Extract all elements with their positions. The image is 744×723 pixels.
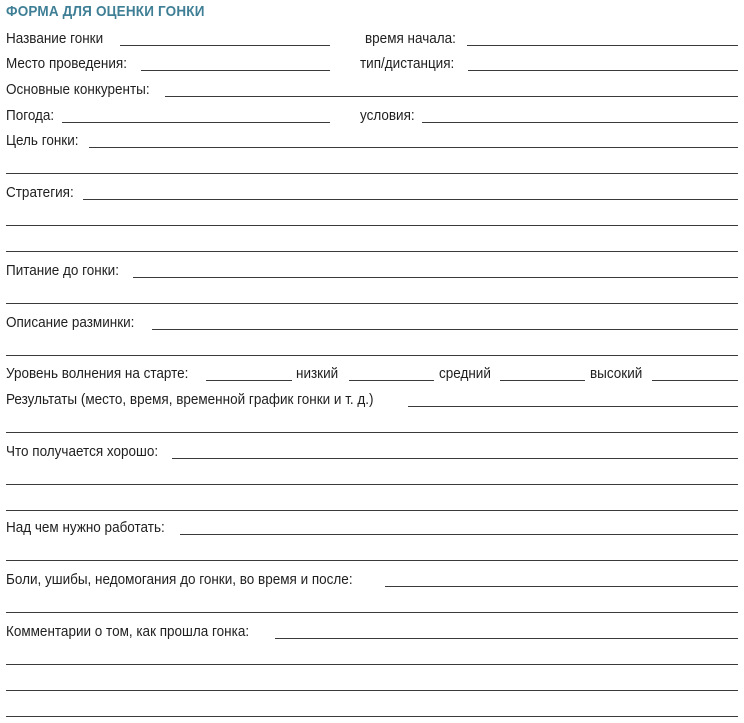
comments-line-2[interactable] <box>6 664 738 665</box>
anxiety-high-label: высокий <box>590 365 643 382</box>
strategy-line-3[interactable] <box>6 251 738 252</box>
conditions-label: условия: <box>360 107 415 124</box>
comments-line-3[interactable] <box>6 690 738 691</box>
conditions-field[interactable] <box>422 122 738 123</box>
type-distance-field[interactable] <box>468 70 738 71</box>
anxiety-medium-label: средний <box>439 365 491 382</box>
anxiety-high-trailing-field[interactable] <box>652 380 738 381</box>
anxiety-high-field[interactable] <box>500 380 585 381</box>
warmup-line-2[interactable] <box>6 355 738 356</box>
what-went-well-label: Что получается хорошо: <box>6 443 159 460</box>
what-went-well-line-2[interactable] <box>6 484 738 485</box>
pre-race-nutrition-label: Питание до гонки: <box>6 262 119 279</box>
strategy-field[interactable] <box>83 199 738 200</box>
venue-field[interactable] <box>141 70 330 71</box>
results-field[interactable] <box>408 406 738 407</box>
competitors-field[interactable] <box>165 96 738 97</box>
start-time-field[interactable] <box>467 45 738 46</box>
form-title: ФОРМА ДЛЯ ОЦЕНКИ ГОНКИ <box>6 3 205 20</box>
pre-race-nutrition-field[interactable] <box>133 277 738 278</box>
pains-line-2[interactable] <box>6 612 738 613</box>
strategy-label: Стратегия: <box>6 184 74 201</box>
what-went-well-field[interactable] <box>172 458 738 459</box>
needs-work-field[interactable] <box>180 534 738 535</box>
race-goal-line-2[interactable] <box>6 173 738 174</box>
race-name-field[interactable] <box>120 45 330 46</box>
race-goal-label: Цель гонки: <box>6 132 79 149</box>
results-label: Результаты (место, время, временной график гонки и т. д.) <box>6 391 374 408</box>
comments-label: Комментарии о том, как прошла гонка: <box>6 623 250 640</box>
type-distance-label: тип/дистанция: <box>360 55 455 72</box>
needs-work-label: Над чем нужно работать: <box>6 519 165 536</box>
anxiety-low-field[interactable] <box>206 380 292 381</box>
pains-label: Боли, ушибы, недомогания до гонки, во время и после: <box>6 571 353 588</box>
weather-field[interactable] <box>62 122 330 123</box>
needs-work-line-2[interactable] <box>6 560 738 561</box>
anxiety-medium-field[interactable] <box>349 380 434 381</box>
pre-race-nutrition-line-2[interactable] <box>6 303 738 304</box>
pains-field[interactable] <box>385 586 738 587</box>
race-name-label: Название гонки <box>6 30 104 47</box>
start-time-label: время начала: <box>365 30 456 47</box>
results-line-2[interactable] <box>6 432 738 433</box>
competitors-label: Основные конкуренты: <box>6 81 150 98</box>
strategy-line-2[interactable] <box>6 225 738 226</box>
warmup-field[interactable] <box>152 329 738 330</box>
comments-field[interactable] <box>275 638 738 639</box>
race-goal-field[interactable] <box>89 147 738 148</box>
anxiety-low-label: низкий <box>296 365 339 382</box>
venue-label: Место проведения: <box>6 55 127 72</box>
comments-line-4[interactable] <box>6 716 738 717</box>
what-went-well-line-3[interactable] <box>6 510 738 511</box>
weather-label: Погода: <box>6 107 55 124</box>
anxiety-level-label: Уровень волнения на старте: <box>6 365 189 382</box>
warmup-label: Описание разминки: <box>6 314 135 331</box>
